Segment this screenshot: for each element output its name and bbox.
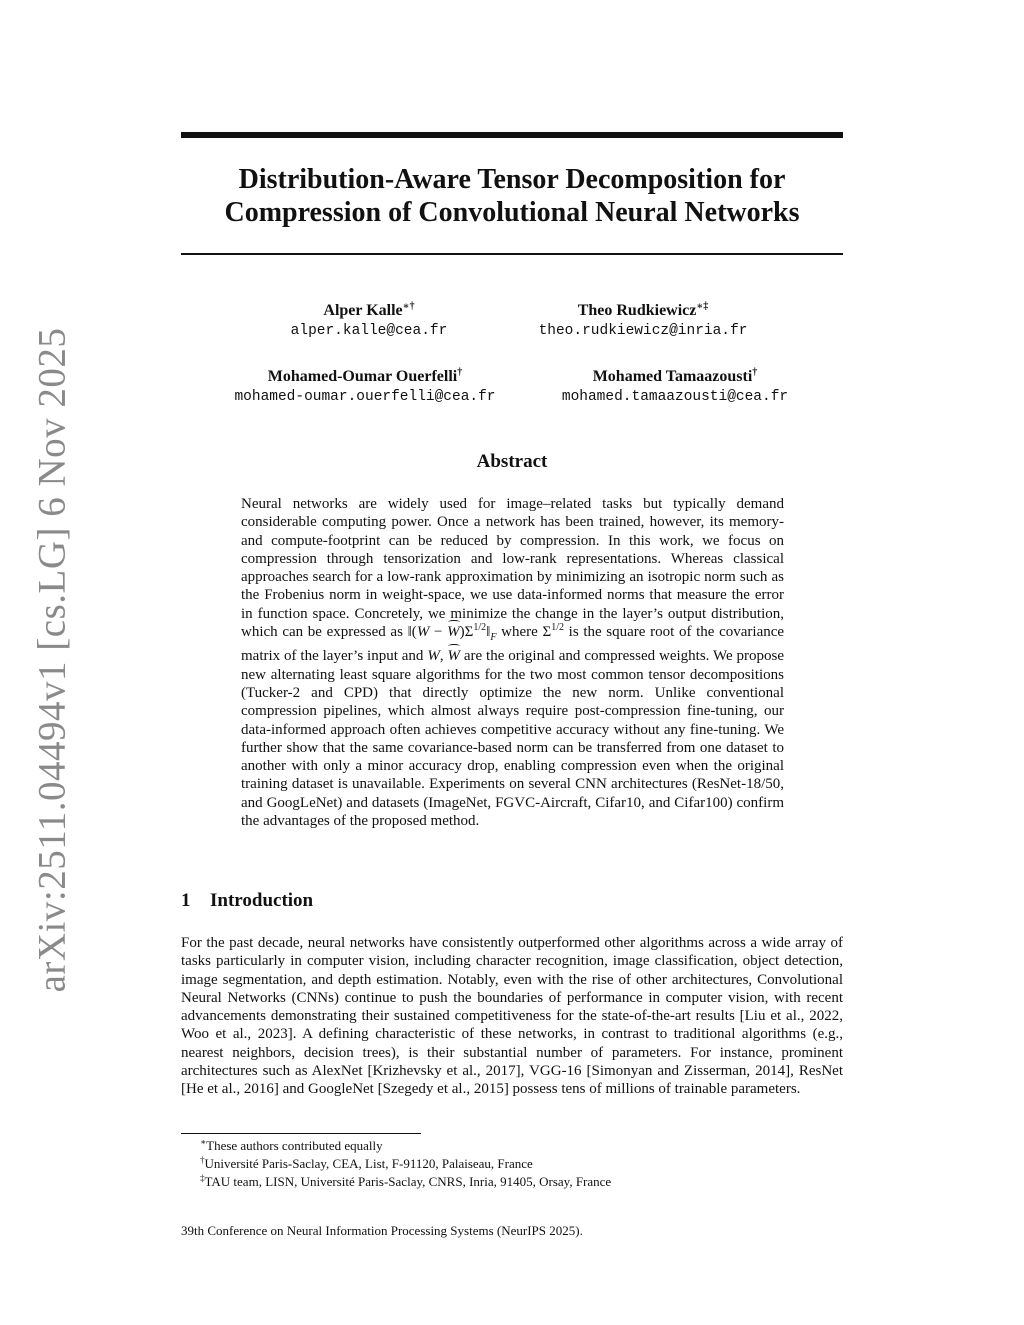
affiliation-marks: ∗† bbox=[402, 301, 415, 312]
author-block bbox=[515, 368, 835, 406]
author-name: Alper Kalle∗† bbox=[323, 301, 415, 319]
author-name: Mohamed Tamaazousti† bbox=[592, 367, 758, 385]
footnote: ‡TAU team, LISN, Université Paris-Saclay, CNRS, Inria, 91405, Orsay, France bbox=[200, 1173, 612, 1189]
section-number: 1 bbox=[181, 890, 191, 911]
footnotes bbox=[200, 1137, 611, 1191]
paper-title bbox=[181, 163, 843, 229]
section-heading bbox=[181, 890, 313, 912]
norm-formula: ‖(W − $W)\Sigma^{1/2}‖_F$ bbox=[407, 622, 497, 644]
section-title: Introduction bbox=[210, 890, 314, 911]
footnote: †Université Paris-Saclay, CEA, List, F-91120, Palaiseau, France bbox=[200, 1155, 533, 1171]
author-name: Theo Rudkiewicz∗‡ bbox=[577, 301, 709, 319]
venue-footer: 39th Conference on Neural Information Processing Systems (NeurIPS 2025). bbox=[181, 1223, 583, 1238]
author-block bbox=[209, 302, 529, 340]
title-top-rule bbox=[181, 132, 843, 138]
author-name: Mohamed-Oumar Ouerfelli† bbox=[267, 367, 463, 385]
author-email[interactable]: mohamed.tamaazousti@cea.fr bbox=[561, 389, 789, 405]
abstract-heading: Abstract bbox=[476, 451, 548, 472]
introduction-text: For the past decade, neural networks have consistently outperformed other algorithms across a wide array of tasks particularly in computer vision, including character recognition, image classification, object detection, image segmentation, and depth estimation. Notably, even with the rise of other architectures, Convolutional Neural Networks (CNNs) continue to push the boundaries of performance in computer vision, with recent advancements demonstrating their sustained competitiveness for the state-of-the-art results [Liu et al., 2022, Woo et al., 2023]. A defining characteristic of these networks, in contrast to traditional algorithms (e.g., nearest neighbors, decision trees), is their substantial number of parameters. For instance, prominent architectures such as AlexNet [Krizhevsky et al., 2017], VGG-16 [Simonyan and Zisserman, 2014], ResNet [He et al., 2016] and GoogleNet [Szegedy et al., 2015] possess tens of millions of trainable parameters. bbox=[181, 935, 843, 1098]
author-email[interactable]: alper.kalle@cea.fr bbox=[290, 323, 448, 339]
title-line-1: Distribution-Aware Tensor Decomposition for bbox=[238, 164, 786, 195]
arxiv-side-stamp: arXiv:2511.04494v1 [cs.LG] 6 Nov 2025 bbox=[30, 327, 74, 993]
affiliation-marks: † bbox=[457, 367, 463, 378]
footnote: ∗These authors contributed equally bbox=[200, 1137, 383, 1153]
author-email[interactable]: theo.rudkiewicz@inria.fr bbox=[538, 323, 748, 339]
title-bottom-rule bbox=[181, 253, 843, 255]
affiliation-marks: † bbox=[752, 367, 758, 378]
author-block bbox=[483, 302, 803, 340]
author-block bbox=[205, 368, 525, 406]
weights-formula: W, W bbox=[427, 648, 460, 665]
sigma-formula: $\Sigma^{1/2}$ bbox=[542, 622, 564, 641]
footnote-rule bbox=[181, 1133, 421, 1134]
abstract-text: Neural networks are widely used for image–related tasks but typically demand considerable computing power. Once a network has been trained, however, its memory- and compute-footprint can be reduced by compression. In this work, we focus on compression through tensorization and low-rank representations. Whereas classical approaches search for a low-rank approximation by minimizing an isotropic norm such as the Frobenius norm in weight-space, we use data-informed norms that measure the error in function space. Concretely, we minimize the change in the layer’s output distribution, which can be expressed as ‖(W − $W)\Sigma^{1/2}‖_F$ where $\Sigma^{1/2}$ is the square root of the covariance matrix of the layer’s input and W, W are the original and compressed weights. We propose new alternating least square algorithms for the two most common tensor decompositions (Tucker-2 and CPD) that directly optimize the new norm. Unlike conventional compression pipelines, which almost always require post-compression fine-tuning, our data-informed approach often achieves competitive accuracy without any fine-tuning. We further show that the same covariance-based norm can be transferred from one dataset to another with only a minor accuracy drop, enabling compression even when the original training dataset is unavailable. Experiments on several CNN architectures (ResNet-18/50, and GoogLeNet) and datasets (ImageNet, FGVC-Aircraft, Cifar10, and Cifar100) confirm the advantages of the proposed method. bbox=[241, 496, 785, 830]
title-line-2: Compression of Convolutional Neural Networks bbox=[224, 197, 800, 228]
author-email[interactable]: mohamed-oumar.ouerfelli@cea.fr bbox=[234, 389, 496, 405]
affiliation-marks: ∗‡ bbox=[696, 301, 709, 312]
